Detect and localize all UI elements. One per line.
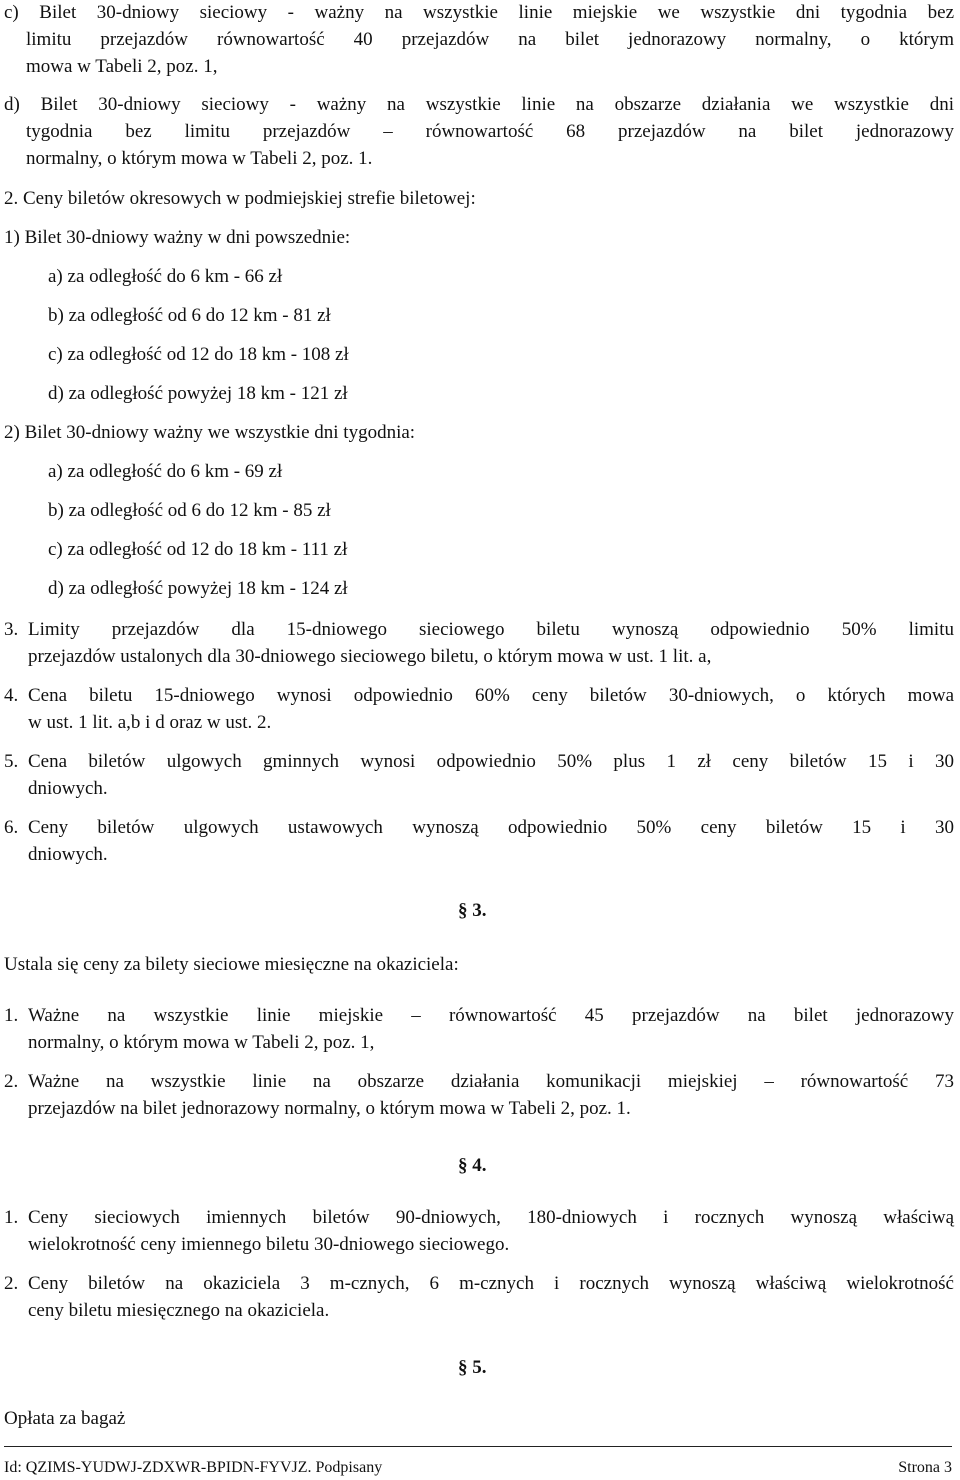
section-2-intro: 2. Ceny biletów okresowych w podmiejskiej strefie biletowej: bbox=[4, 188, 476, 209]
item-c-line-3: mowa w Tabeli 2, poz. 1, bbox=[26, 56, 218, 77]
par-3-item-1-line-2: normalny, o którym mowa w Tabeli 2, poz. 1, bbox=[28, 1032, 375, 1053]
point-5-line-1: Cena biletów ulgowych gminnych wynosi odpowiednio 50% plus 1 zł ceny biletów 15 i 30 bbox=[28, 751, 954, 772]
point-3-line-2: przejazdów ustalonych dla 30-dniowego sieciowego biletu, o którym mowa w ust. 1 lit. a, bbox=[28, 646, 712, 667]
par-4-item-2-line-1: Ceny biletów na okaziciela 3 m-cznych, 6 m-cznych i rocznych wynoszą właściwą wielokrotność bbox=[28, 1273, 954, 1294]
group-2-item-c: c) za odległość od 12 do 18 km - 111 zł bbox=[48, 539, 348, 560]
group-1-item-c: c) za odległość od 12 do 18 km - 108 zł bbox=[48, 344, 349, 365]
par-3-item-1-number: 1. bbox=[4, 1005, 19, 1026]
point-6-number: 6. bbox=[4, 817, 19, 838]
par-3-item-1-line-1: Ważne na wszystkie linie miejskie – równowartość 45 przejazdów na bilet jednorazowy bbox=[28, 1005, 954, 1026]
par-3-item-2-line-2: przejazdów na bilet jednorazowy normalny, o którym mowa w Tabeli 2, poz. 1. bbox=[28, 1098, 631, 1119]
par-3-item-2-number: 2. bbox=[4, 1071, 19, 1092]
item-c-line-1: c) Bilet 30-dniowy sieciowy - ważny na wszystkie linie miejskie we wszystkie dni tygodnia bez bbox=[4, 2, 954, 23]
point-5-line-2: dniowych. bbox=[28, 778, 108, 799]
group-2-item-b: b) za odległość od 6 do 12 km - 85 zł bbox=[48, 500, 331, 521]
item-d-line-3: normalny, o którym mowa w Tabeli 2, poz. 1. bbox=[26, 148, 373, 169]
group-1-title: 1) Bilet 30-dniowy ważny w dni powszednie: bbox=[4, 227, 351, 248]
par-4-item-1-line-2: wielokrotność ceny imiennego biletu 30-dniowego sieciowego. bbox=[28, 1234, 510, 1255]
point-6-line-2: dniowych. bbox=[28, 844, 108, 865]
par-5-intro: Opłata za bagaż bbox=[4, 1408, 126, 1429]
section-heading-3: § 3. bbox=[458, 900, 487, 921]
point-3-number: 3. bbox=[4, 619, 19, 640]
item-d-line-2: tygodnia bez limitu przejazdów – równowartość 68 przejazdów na bilet jednorazowy bbox=[26, 121, 954, 142]
group-1-item-b: b) za odległość od 6 do 12 km - 81 zł bbox=[48, 305, 331, 326]
document-id: Id: QZIMS-YUDWJ-ZDXWR-BPIDN-FYVJZ. Podpisany bbox=[4, 1459, 383, 1476]
item-c-line-2: limitu przejazdów równowartość 40 przejazdów na bilet jednorazowy normalny, o którym bbox=[26, 29, 954, 50]
group-1-item-a: a) za odległość do 6 km - 66 zł bbox=[48, 266, 283, 287]
point-6-line-1: Ceny biletów ulgowych ustawowych wynoszą odpowiednio 50% ceny biletów 15 i 30 bbox=[28, 817, 954, 838]
par-4-item-2-line-2: ceny biletu miesięcznego na okaziciela. bbox=[28, 1300, 330, 1321]
page-footer bbox=[4, 1446, 952, 1477]
group-2-item-d: d) za odległość powyżej 18 km - 124 zł bbox=[48, 578, 348, 599]
section-heading-5: § 5. bbox=[458, 1357, 487, 1378]
section-heading-4: § 4. bbox=[458, 1155, 487, 1176]
group-1-item-d: d) za odległość powyżej 18 km - 121 zł bbox=[48, 383, 348, 404]
item-d-line-1: d) Bilet 30-dniowy sieciowy - ważny na wszystkie linie na obszarze działania we wszystkie dni bbox=[4, 94, 954, 115]
point-3-line-1: Limity przejazdów dla 15-dniowego sieciowego biletu wynoszą odpowiednio 50% limitu bbox=[28, 619, 954, 640]
point-4-line-2: w ust. 1 lit. a,b i d oraz w ust. 2. bbox=[28, 712, 272, 733]
par-3-intro: Ustala się ceny za bilety sieciowe miesięczne na okaziciela: bbox=[4, 954, 459, 975]
par-4-item-1-line-1: Ceny sieciowych imiennych biletów 90-dniowych, 180-dniowych i rocznych wynoszą właściwą bbox=[28, 1207, 954, 1228]
group-2-item-a: a) za odległość do 6 km - 69 zł bbox=[48, 461, 283, 482]
par-3-item-2-line-1: Ważne na wszystkie linie na obszarze działania komunikacji miejskiej – równowartość 73 bbox=[28, 1071, 954, 1092]
par-4-item-2-number: 2. bbox=[4, 1273, 19, 1294]
par-4-item-1-number: 1. bbox=[4, 1207, 19, 1228]
point-5-number: 5. bbox=[4, 751, 19, 772]
page-number: Strona 3 bbox=[898, 1459, 952, 1476]
point-4-number: 4. bbox=[4, 685, 19, 706]
group-2-title: 2) Bilet 30-dniowy ważny we wszystkie dni tygodnia: bbox=[4, 422, 416, 443]
point-4-line-1: Cena biletu 15-dniowego wynosi odpowiednio 60% ceny biletów 30-dniowych, o których mowa bbox=[28, 685, 954, 706]
